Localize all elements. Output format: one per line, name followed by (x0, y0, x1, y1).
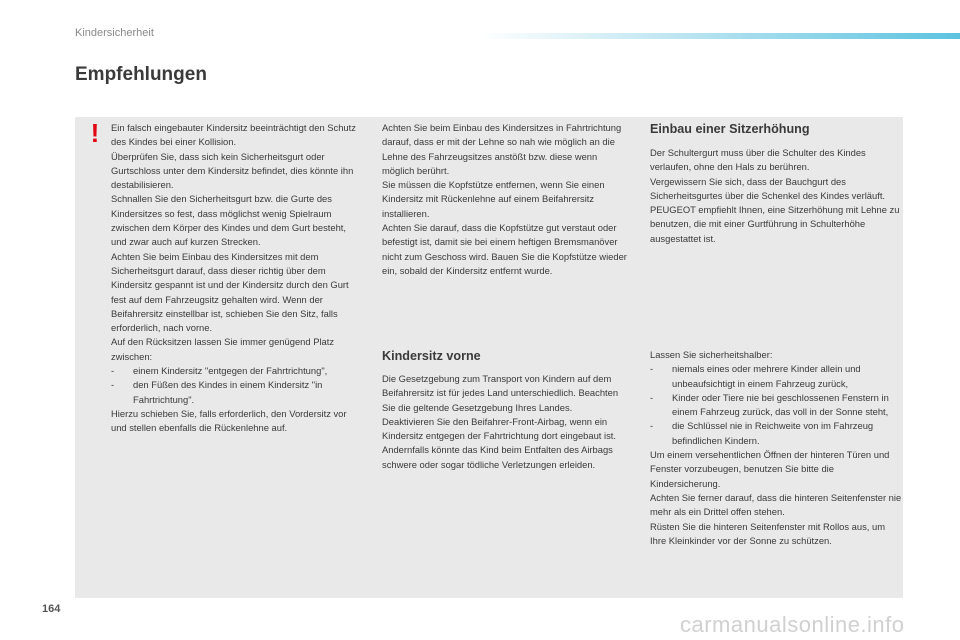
exclamation-icon: ! (90, 118, 100, 148)
page-title: Empfehlungen (75, 64, 207, 85)
sitzerhoehung-text (650, 146, 902, 246)
headrest-paragraph: Achten Sie beim Einbau des Kindersitzes in Fahrtrichtung darauf, dass er mit der Lehne so nah wie möglich an die Lehne des Fahrzeugsitzes anstößt bzw. diese wenn möglich berührt. (382, 122, 622, 176)
safety-paragraph: Achten Sie ferner darauf, dass die hinteren Seitenfenster nie mehr als ein Drittel offen stehen. (650, 491, 902, 518)
section-heading-kindersitz-vorne: Kindersitz vorne (382, 349, 481, 363)
watermark: carmanualsonline.info (680, 612, 905, 637)
warning-text (111, 121, 363, 436)
section-header: Kindersicherheit (75, 27, 154, 39)
section-heading-sitzerhoehung: Einbau einer Sitzerhöhung (650, 122, 810, 136)
warning-paragraph: Auf den Rücksitzen lassen Sie immer genügend Platz zwischen: (111, 336, 335, 362)
header-accent-bar (480, 33, 960, 39)
list-item: - niemals eines oder mehrere Kinder allein und unbeaufsichtigt in einem Fahrzeug zurück, (650, 363, 861, 389)
warning-paragraph: Überprüfen Sie, dass sich kein Sicherheitsgurt oder Gurtschloss unter dem Kindersitz befindet, dies könnte ihn destabilisieren. (111, 150, 354, 191)
safety-intro: Lassen Sie sicherheitshalber: (650, 349, 773, 360)
warning-paragraph: Schnallen Sie den Sicherheitsgurt bzw. die Gurte des Kindersitzes so fest, dass möglichst wenig Spielraum zwischen dem Körper des Kindes und dem Gurt besteht, und zwar auch auf kurzen Strecken. (111, 193, 347, 248)
vorne-paragraph: Andernfalls könnte das Kind beim Entfalten des Airbags schwere oder sogar tödliche Verletzungen erleiden. (382, 444, 613, 470)
safety-text (650, 348, 902, 548)
headrest-text (382, 121, 632, 278)
list-item: - einem Kindersitz "entgegen der Fahrtrichtung", (111, 365, 328, 377)
page-number: 164 (42, 603, 61, 615)
sitzerhoehung-paragraph: Vergewissern Sie sich, dass der Bauchgurt des Sicherheitsgurtes über die Schenkel des Kindes verläuft. (650, 175, 886, 201)
list-item: - die Schlüssel nie in Reichweite von im Fahrzeug befindlichen Kindern. (650, 420, 874, 446)
headrest-paragraph: Sie müssen die Kopfstütze entfernen, wenn Sie einen Kindersitz mit Rückenlehne auf einem Beifahrersitz installieren. (382, 179, 605, 219)
safety-paragraph: Rüsten Sie die hinteren Seitenfenster mit Rollos aus, um Ihre Kleinkinder vor der Sonne zu schützen. (650, 520, 886, 546)
list-item: - Kinder oder Tiere nie bei geschlossenen Fenstern in einem Fahrzeug zurück, das voll in der Sonne steht, (650, 391, 889, 418)
safety-paragraph: Um einem versehentlichen Öffnen der hinteren Türen und Fenster vorzubeugen, benutzen Sie bitte die Kindersicherung. (650, 449, 890, 489)
list-item: - den Füßen des Kindes in einem Kindersitz "in Fahrtrichtung". (111, 379, 323, 405)
kindersitz-vorne-text (382, 372, 634, 472)
headrest-paragraph: Achten Sie darauf, dass die Kopfstütze gut verstaut oder befestigt ist, damit sie bei einem heftigen Bremsmanöver nicht zum Geschoss wird. Bauen Sie die Kopfstütze wieder ein, sobald der Kindersitz entfernt wurde. (382, 222, 627, 276)
warning-paragraph: Achten Sie beim Einbau des Kindersitzes mit dem Sicherheitsgurt darauf, dass dieser richtig über dem Kindersitz gespannt ist und der Kindersitz durch den Gurt fest auf dem Fahrzeugsitz gehalten wird. Wenn der Beifahrersitz einstellbar ist, schieben Sie den Sitz, falls erforderlich, nach vorne. (111, 250, 349, 334)
vorne-paragraph: Die Gesetzgebung zum Transport von Kindern auf dem Beifahrersitz ist für jedes Land unterschiedlich. Beachten Sie die geltende Gesetzgebung Ihres Landes. (382, 373, 619, 413)
vorne-paragraph: Deaktivieren Sie den Beifahrer-Front-Airbag, wenn ein Kindersitz entgegen der Fahrtrichtung dort eingebaut ist. (382, 415, 616, 442)
warning-paragraph: Hierzu schieben Sie, falls erforderlich, den Vordersitz vor und stellen ebenfalls die Rückenlehne auf. (111, 407, 347, 434)
sitzerhoehung-paragraph: Der Schultergurt muss über die Schulter des Kindes verlaufen, ohne den Hals zu berühren. (650, 147, 866, 173)
sitzerhoehung-paragraph: PEUGEOT empfiehlt Ihnen, eine Sitzerhöhung mit Lehne zu benutzen, die mit einer Gurtführung in Schulterhöhe ausgestattet ist. (650, 204, 900, 244)
warning-paragraph: Ein falsch eingebauter Kindersitz beeinträchtigt den Schutz des Kindes bei einer Kollision. (111, 122, 356, 148)
